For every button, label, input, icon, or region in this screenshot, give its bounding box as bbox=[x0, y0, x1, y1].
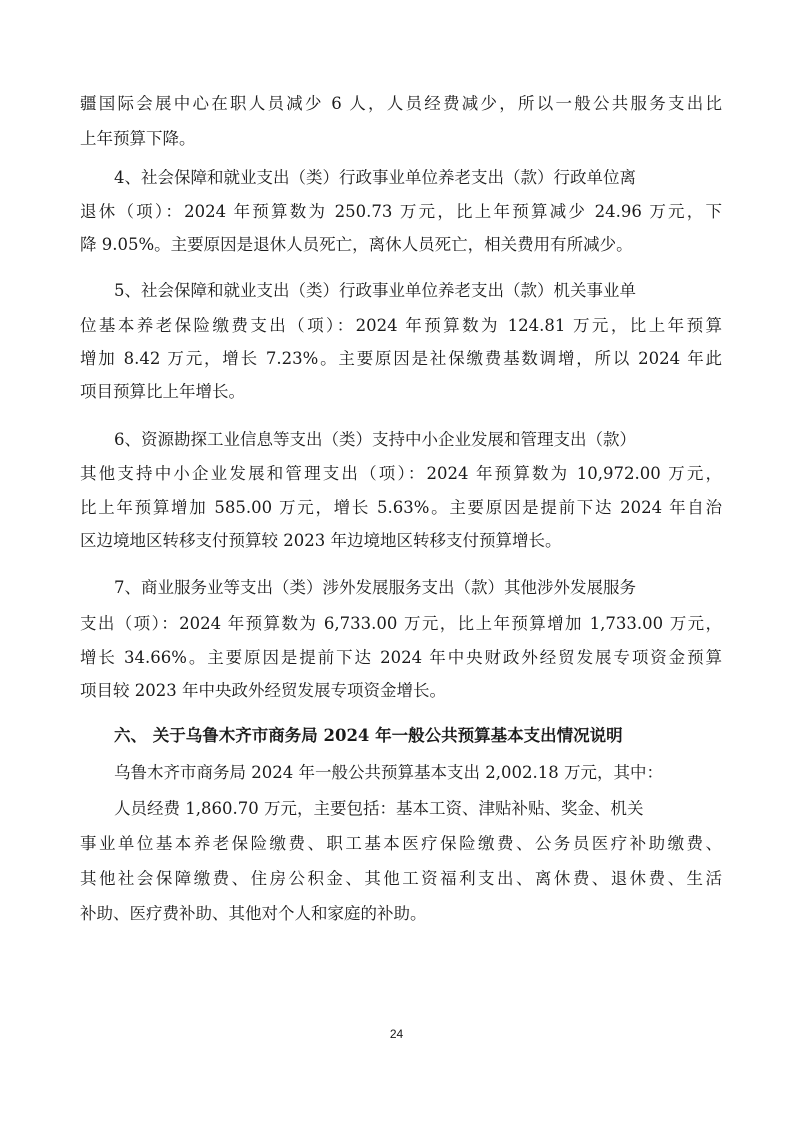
page-number: 24 bbox=[389, 1027, 404, 1041]
text-line: 项目预算比上年增长。 bbox=[80, 382, 245, 401]
text-line: 增加 8.42 万元，增长 7.23%。主要原因是社保缴费基数调增，所以 2024 年此 bbox=[80, 349, 722, 368]
text-line: 其他社会保障缴费、住房公积金、其他工资福利支出、离休费、退休费、生活 bbox=[80, 869, 722, 888]
text-line: 4、社会保障和就业支出（类）行政事业单位养老支出（款）行政单位离 bbox=[114, 168, 636, 187]
text-line: 比上年预算增加 585.00 万元，增长 5.63%。主要原因是提前下达 2024 年自治 bbox=[80, 498, 722, 517]
text-line: 项目较 2023 年中央政外经贸发展专项资金增长。 bbox=[80, 681, 446, 700]
text-line: 人员经费 1,860.70 万元，主要包括：基本工资、津贴补贴、奖金、机关 bbox=[114, 799, 644, 818]
text-line: 5、社会保障和就业支出（类）行政事业单位养老支出（款）机关事业单 bbox=[114, 281, 636, 300]
text-line: 补助、医疗费补助、其他对个人和家庭的补助。 bbox=[80, 904, 427, 923]
text-line: 6、资源勘探工业信息等支出（类）支持中小企业发展和管理支出（款） bbox=[114, 430, 636, 449]
text-line: 疆国际会展中心在职人员减少 6 人，人员经费减少，所以一般公共服务支出比 bbox=[80, 94, 722, 113]
text-line: 事业单位基本养老保险缴费、职工基本医疗保险缴费、公务员医疗补助缴费、 bbox=[80, 834, 722, 853]
text-line: 增长 34.66%。主要原因是提前下达 2024 年中央财政外经贸发展专项资金预算 bbox=[80, 648, 722, 667]
text-line: 乌鲁木齐市商务局 2024 年一般公共预算基本支出 2,002.18 万元，其中： bbox=[114, 763, 663, 782]
text-line: 区边境地区转移支付预算较 2023 年边境地区转移支付预算增长。 bbox=[80, 531, 562, 550]
text-line: 位基本养老保险缴费支出（项）：2024 年预算数为 124.81 万元，比上年预算 bbox=[80, 316, 722, 335]
text-line: 7、商业服务业等支出（类）涉外发展服务支出（款）其他涉外发展服务 bbox=[114, 578, 636, 597]
text-line: 降 9.05%。主要原因是退休人员死亡，离休人员死亡，相关费用有所减少。 bbox=[80, 235, 633, 254]
section-heading: 六、 关于乌鲁木齐市商务局 2024 年一般公共预算基本支出情况说明 bbox=[114, 726, 623, 745]
text-line: 支出（项）：2024 年预算数为 6,733.00 万元，比上年预算增加 1,733.00 万元， bbox=[80, 614, 722, 633]
text-line: 退休（项）：2024 年预算数为 250.73 万元，比上年预算减少 24.96 万元，下 bbox=[80, 202, 722, 221]
text-line: 上年预算下降。 bbox=[80, 129, 196, 148]
text-line: 其他支持中小企业发展和管理支出（项）：2024 年预算数为 10,972.00 万元， bbox=[80, 464, 722, 483]
